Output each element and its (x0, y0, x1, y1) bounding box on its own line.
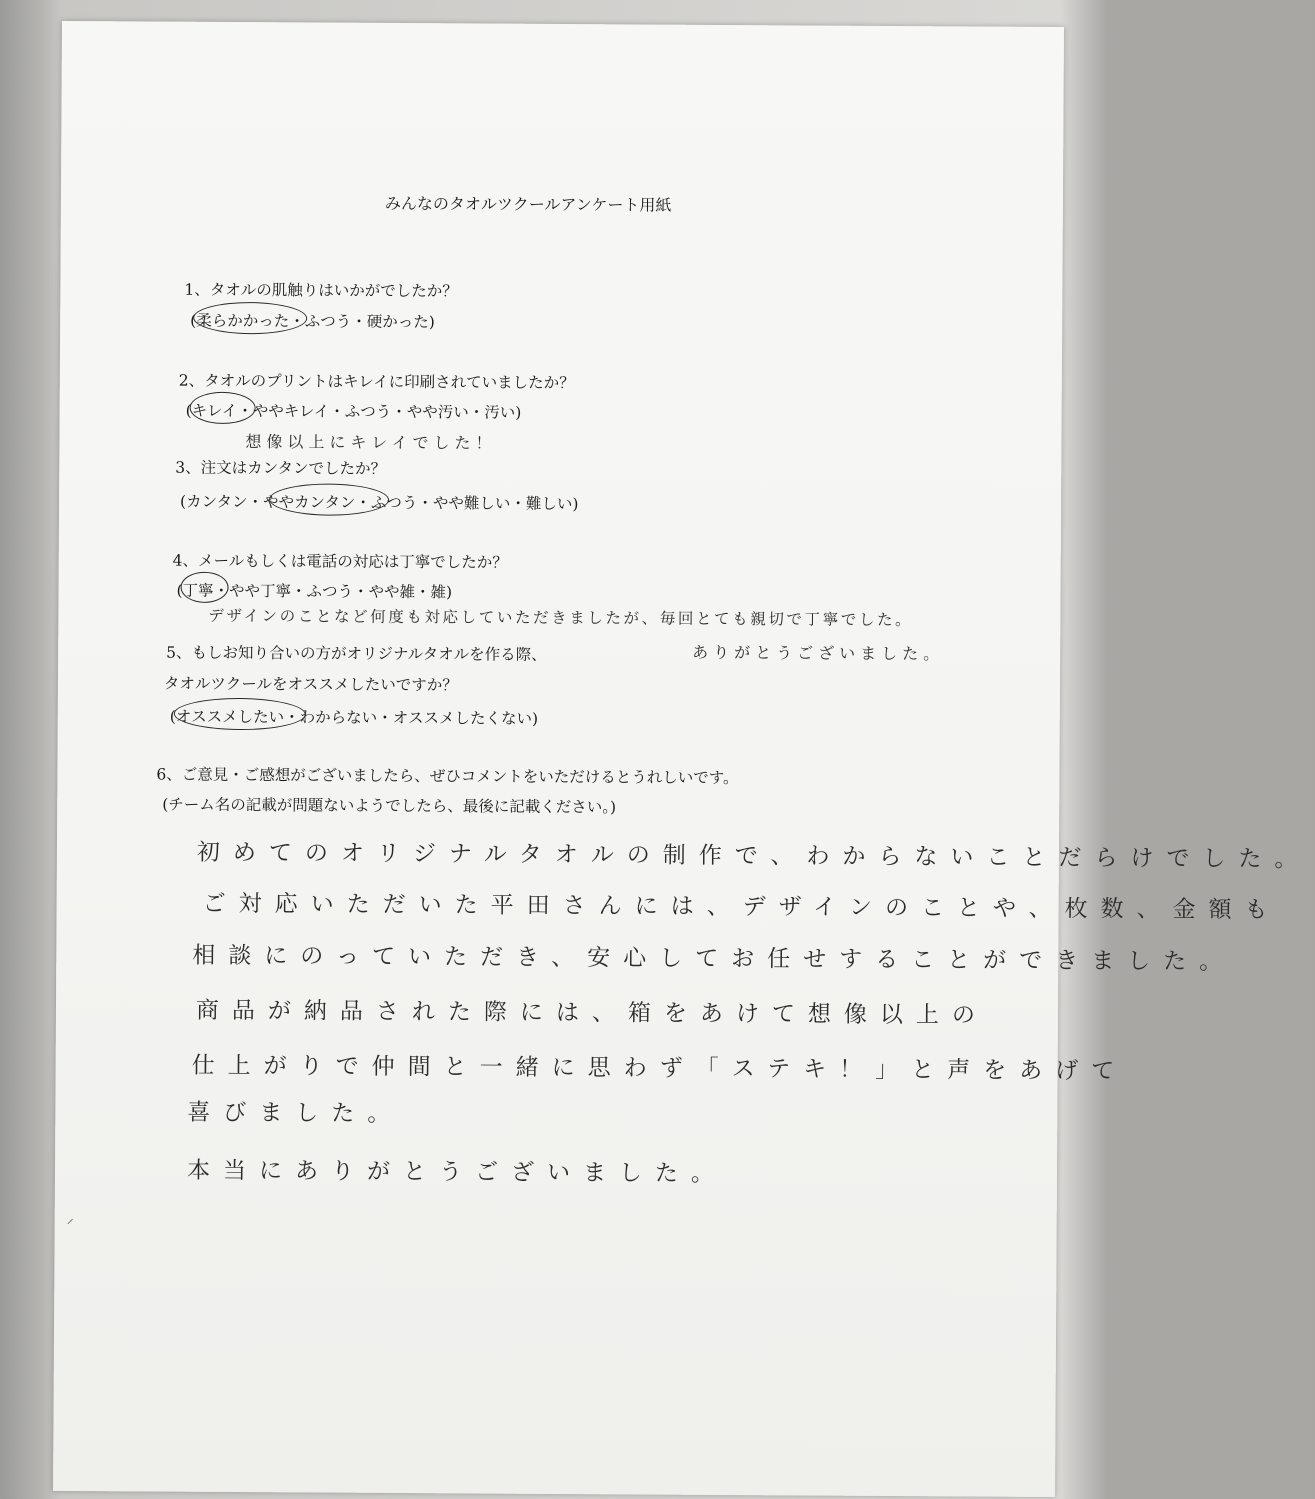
q2-answer-circle (190, 392, 256, 424)
q2-handwritten-comment: 想像以上にキレイでした！ (245, 432, 497, 453)
comment-line-5: 仕上がりで仲間と一緒に思わず「ステキ！」と声をあげて (191, 1052, 1128, 1085)
q3-options: (カンタン・ややカンタン・ふつう・やや難しい・難しい) (180, 492, 579, 514)
comment-line-2: ご対応いただいた平田さんには、デザインのことや、枚数、金額も (202, 890, 1281, 924)
q1-answer-circle (193, 302, 307, 335)
q6-note: (チーム名の記載が問題ないようでしたら、最後に記載ください。) (162, 795, 617, 817)
survey-title: みんなのタオルツクールアンケート用紙 (384, 193, 672, 215)
q5-question-line-2: タオルツクールをオススメしたいですか？ (163, 674, 458, 695)
q4-answer-circle (180, 572, 228, 603)
q4-handwritten-comment-2: ありがとうございました。 (692, 642, 945, 664)
survey-sheet (53, 21, 1311, 1497)
q4-question: 4、メールもしくは電話の対応は丁寧でしたか？ (172, 551, 508, 572)
comment-line-7: 本当にありがとうございました。 (186, 1157, 728, 1188)
comment-line-4: 商品が納品された際には、箱をあけて想像以上の (195, 997, 989, 1029)
paper-speck: ⸝ (66, 1210, 74, 1228)
q3-question: 3、注文はカンタンでしたか？ (175, 458, 387, 478)
q5-question-line-1: 5、もしお知り合いの方がオリジナルタオルを作る際、 (166, 643, 547, 664)
q4-handwritten-comment-1: デザインのことなど何度も対応していただきましたが、毎回とても親切で丁寧でした。 (208, 606, 914, 630)
q1-options: (柔らかかった・ふつう・硬かった) (190, 311, 435, 332)
comment-line-3: 相談にのっていただき、安心してお任せすることができました。 (192, 942, 1236, 976)
q2-question: 2、タオルのプリントはキレイに印刷されていましたか？ (178, 371, 575, 393)
q1-question: 1、タオルの肌触りはいかがでしたか？ (184, 280, 458, 301)
q2-options: (キレイ・ややキレイ・ふつう・やや汚い・汚い) (185, 401, 522, 422)
q6-question: 6、ご意見・ご感想がございましたら、ぜひコメントをいただけるとうれしいです。 (156, 765, 739, 788)
q5-options: (オススメしたい・わからない・オススメしたくない) (169, 707, 539, 728)
q4-options: (丁寧・やや丁寧・ふつう・やや雑・雑) (176, 581, 453, 602)
comment-line-6: 喜びました。 (187, 1099, 404, 1128)
comment-line-1: 初めてのオリジナルタオルの制作で、わからないことだらけでした。 (196, 839, 1311, 873)
